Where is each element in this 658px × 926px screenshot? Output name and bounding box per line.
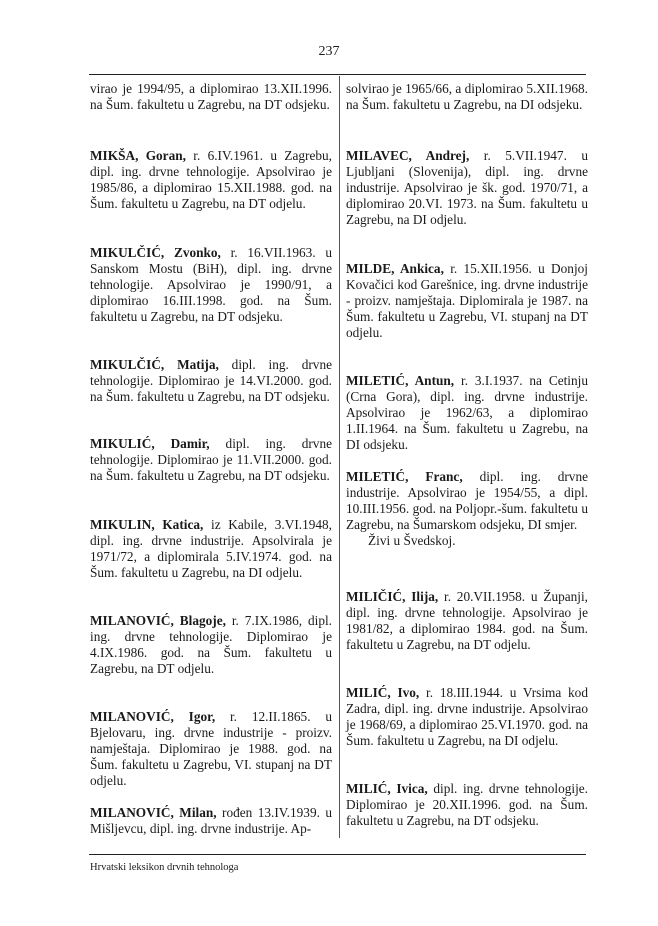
entry-text: r. 7.IX.1986, dipl. ing. drvne tehnologije. Diplomirao je 4.IX.1986. god. na Šum. fakultetu u Zagrebu, na DT odjelu.: [90, 613, 332, 676]
entry-miletic-franc: [346, 469, 588, 549]
entry-name: MILIĆ, Ivica,: [346, 781, 428, 796]
bottom-rule: [89, 854, 586, 855]
top-rule: [89, 74, 586, 75]
entry-milanovic-igor: [90, 709, 332, 789]
entry-milde-ankica: [346, 261, 588, 341]
entry-name: MILANOVIĆ, Blagoje,: [90, 613, 226, 628]
entry-name: MIKULIĆ, Damir,: [90, 436, 210, 451]
entry-name: MILDE, Ankica,: [346, 261, 444, 276]
entry-miletic-antun: [346, 373, 588, 453]
entry-text: dipl. ing. drvne industrije. Apsolvirao je 1954/55, a dipl. 10.III.1956. god. na Poljopr.-šum. fakultetu u Zagrebu, na Šumarskom odsjeku, DI smjer.: [346, 469, 588, 532]
entry-text: r. 5.VII.1947. u Ljubljani (Slovenija), dipl. ing. drvne industrije. Apsolvirao je šk. god. 1970/71, a diplomirao 20.VI. 1973. na Šum. fakultetu u Zagrebu, na DI odjelu.: [346, 148, 588, 227]
page-number: 237: [318, 44, 340, 59]
entry-text: solvirao je 1965/66, a diplomirao 5.XII.1968. na Šum. fakultetu u Zagrebu, na DI odsjeku.: [346, 81, 588, 112]
entry-name: MILANOVIĆ, Milan,: [90, 805, 217, 820]
entry-mikulic-damir: [90, 436, 332, 484]
entry-milic-ivo: [346, 685, 588, 749]
entry-name: MILETIĆ, Franc,: [346, 469, 463, 484]
entry-name: MIKULČIĆ, Matija,: [90, 357, 219, 372]
entry-text: r. 6.IV.1961. u Zagrebu, dipl. ing. drvne tehnologije. Apsolvirao je 1985/86, a diplomirao 15.XII.1988. god. na Šum. fakultetu u Zagrebu, na DT odjelu.: [90, 148, 332, 211]
entry-text: r. 12.II.1865. u Bjelovaru, ing. drvne industrije - proizv. namještaja. Diplomirao je 1988. god. na Šum. fakultetu u Zagrebu, VI. stupanj na DT odjelu.: [90, 709, 333, 788]
entry-text: virao je 1994/95, a diplomirao 13.XII.1996. na Šum. fakultetu u Zagrebu, na DT odsjeku.: [90, 81, 332, 112]
entry-text: r. 16.VII.1963. u Sanskom Mostu (BiH), dipl. ing. drvne tehnologije. Apsolvirao je 1990/91, a diplomirao 16.III.1998. god. na Šum. fakultetu u Zagrebu, na DT odsjeku.: [90, 245, 333, 324]
entry-name: MIKŠA, Goran,: [90, 148, 186, 163]
entry-note: Živi u Švedskoj.: [368, 533, 456, 548]
entry-text: dipl. ing. drvne tehnologije. Diplomirao je 14.VI.2000. god. na Šum. fakultetu u Zagrebu, na DT odsjeku.: [90, 357, 332, 404]
entry-continuation: [346, 81, 588, 113]
entry-milicic-ilija: [346, 589, 588, 653]
entry-text: rođen 13.IV.1939. u Mišljevcu, dipl. ing. drvne industrije. Ap-: [90, 805, 332, 836]
entry-mikulcic-zvonko: [90, 245, 332, 325]
entry-text: iz Kabile, 3.VI.1948, dipl. ing. drvne industrije. Apsolvirala je 1971/72, a diplomirala 5.IV.1974. god. na Šum. fakultetu u Zagrebu, na DI odjelu.: [90, 517, 332, 580]
entry-name: MIKULČIĆ, Zvonko,: [90, 245, 221, 260]
entry-mikulin-katica: [90, 517, 332, 581]
entry-text: dipl. ing. drvne tehnologije. Diplomirao je 20.XII.1996. god. na Šum. fakultetu u Zagrebu, na DT odsjeku.: [346, 781, 588, 828]
entry-continuation: [90, 81, 332, 113]
entry-mikulcic-matija: [90, 357, 332, 405]
column-divider: [339, 76, 340, 838]
entry-milic-ivica: [346, 781, 588, 829]
entry-name: MIKULIN, Katica,: [90, 517, 204, 532]
entry-milanovic-blagoje: [90, 613, 332, 677]
page-footer: Hrvatski leksikon drvnih tehnologa: [90, 862, 239, 873]
entry-milanovic-milan: [90, 805, 332, 837]
entry-name: MILETIĆ, Antun,: [346, 373, 455, 388]
entry-name: MILANOVIĆ, Igor,: [90, 709, 216, 724]
entry-text: r. 20.VII.1958. u Županji, dipl. ing. drvne tehnologije. Apsolvirao je 1981/82, a diplomirao 1984. god. na Šum. fakultetu u Zagrebu, na DT odjelu.: [346, 589, 588, 652]
entry-name: MILIČIĆ, Ilija,: [346, 589, 439, 604]
entry-text: r. 3.I.1937. na Cetinju (Crna Gora), dipl. ing. drvne industrije. Apsolvirao je 1962/63, a diplomirao 1.II.1964. na Šum. fakultetu u Zagrebu, na DI odsjeku.: [346, 373, 588, 452]
entry-text: dipl. ing. drvne tehnologije. Diplomirao je 11.VII.2000. god. na Šum. fakultetu u Zagrebu, na DT odsjeku.: [90, 436, 332, 483]
entry-milavec-andrej: [346, 148, 588, 228]
entry-text: r. 18.III.1944. u Vrsima kod Zadra, dipl. ing. drvne industrije. Apsolvirao je 1968/69, a diplomirao 25.VI.1970. god. na Šum. fakultetu u Zagrebu, na DI odjelu.: [346, 685, 588, 748]
entry-name: MILIĆ, Ivo,: [346, 685, 420, 700]
entry-miksa-goran: [90, 148, 332, 212]
entry-text: r. 15.XII.1956. u Donjoj Kovačici kod Garešnice, ing. drvne industrije - proizv. namještaja. Diplomirala je 1987. na Šum. fakultetu u Zagrebu, VI. stupanj na DT odjelu.: [346, 261, 588, 340]
entry-name: MILAVEC, Andrej,: [346, 148, 470, 163]
